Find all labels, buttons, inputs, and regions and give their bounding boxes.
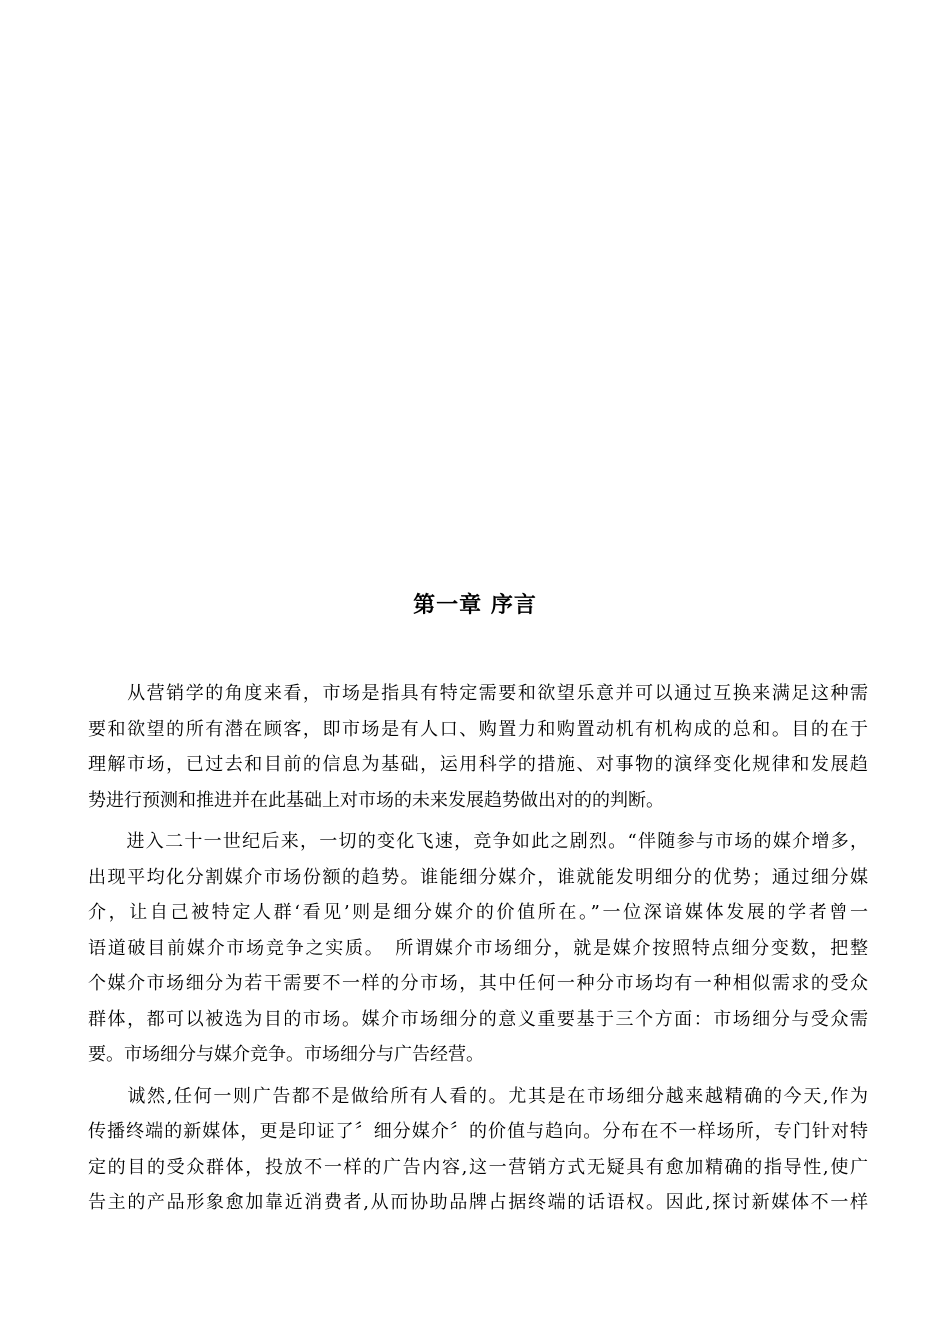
text-line: 群体，都可以被选为目的市场。媒介市场细分的意义重要基于三个方面：市场细分与受众需 xyxy=(88,1008,868,1030)
text-line: 传播终端的新媒体，更是印证了〞细分媒介〞的价值与趋向。分布在不一样场所，专门针对特 xyxy=(88,1121,868,1142)
text-line: 语道破目前媒介市场竞争之实质。 所谓媒介市场细分，就是媒介按照特点细分变数，把整 xyxy=(88,937,868,959)
text-line: 告主的产品形象愈加靠近消费者,从而协助品牌占据终端的话语权。因此,探讨新媒体不一样 xyxy=(88,1192,868,1213)
paragraph-1 xyxy=(88,676,868,818)
text-line: 定的目的受众群体，投放不一样的广告内容,这一营销方式无疑具有愈加精确的指导性,使广 xyxy=(88,1156,868,1178)
text-line: 出现平均化分割媒介市场份额的趋势。谁能细分媒介，谁就能发明细分的优势；通过细分媒 xyxy=(88,866,868,888)
text-line: 个媒介市场细分为若干需要不一样的分市场，其中任何一种分市场均有一种相似需求的受众 xyxy=(88,973,868,994)
text-line: 要和欲望的所有潜在顾客，即市场是有人口、购置力和购置动机有机构成的总和。目的在于 xyxy=(88,718,868,740)
text-line: 进入二十一世纪后来，一切的变化飞速，竞争如此之剧烈。“伴随参与市场的媒介增多， xyxy=(88,831,868,852)
paragraph-3 xyxy=(88,1079,868,1221)
text-line: 势进行预测和推进并在此基础上对市场的未来发展趋势做出对的的判断。 xyxy=(88,789,664,811)
paragraph-2 xyxy=(88,824,868,1073)
body-text xyxy=(88,676,868,1221)
text-line: 从营销学的角度来看，市场是指具有特定需要和欲望乐意并可以通过互换来满足这种需 xyxy=(88,683,868,704)
text-line: 理解市场，已过去和目前的信息为基础，运用科学的措施、对事物的演绎变化规律和发展趋 xyxy=(88,754,868,775)
text-line: 诚然,任何一则广告都不是做给所有人看的。尤其是在市场细分越来越精确的今天,作为 xyxy=(88,1085,868,1107)
text-line: 介，让自己被特定人群‘看见’则是细分媒介的价值所在。”一位深谙媒体发展的学者曾一 xyxy=(88,902,868,923)
text-line: 要。市场细分与媒介竞争。市场细分与广告经营。 xyxy=(88,1044,484,1065)
chapter-title: 第一章 序言 xyxy=(413,593,537,618)
